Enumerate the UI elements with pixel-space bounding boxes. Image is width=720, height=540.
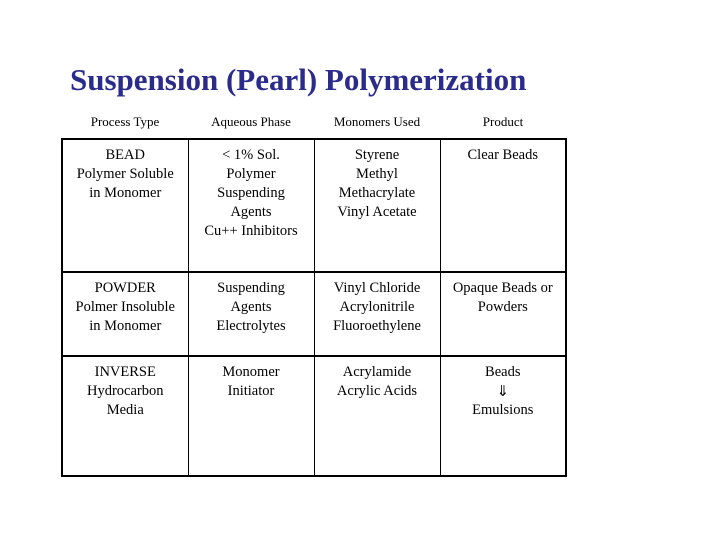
cell-line: INVERSE — [94, 364, 156, 380]
cell-product — [440, 272, 566, 356]
cell-monomers-used — [314, 356, 440, 476]
cell-line: Suspending — [217, 280, 285, 296]
cell-line: in Monomer — [89, 318, 162, 334]
cell-product — [440, 356, 566, 476]
cell-line: Monomer — [222, 364, 280, 380]
cell-line: Vinyl Chloride — [333, 280, 421, 296]
cell-line: Beads — [485, 364, 521, 380]
header-product: Product — [440, 106, 566, 139]
cell-line: Hydrocarbon — [86, 383, 164, 399]
slide-title: Suspension (Pearl) Polymerization — [70, 62, 527, 97]
cell-line: POWDER — [94, 280, 156, 296]
cell-product — [440, 139, 566, 272]
cell-process-type — [62, 356, 188, 476]
cell-line: Agents — [230, 204, 272, 220]
cell-line: Powders — [477, 299, 528, 315]
cell-line: Polymer Soluble — [76, 166, 174, 182]
table-row-inverse — [62, 356, 566, 476]
cell-line: Acrylonitrile — [339, 299, 415, 315]
cell-line: Polymer — [226, 166, 276, 182]
cell-process-type — [62, 272, 188, 356]
cell-line: Agents — [230, 299, 272, 315]
cell-line: Media — [106, 402, 144, 418]
header-process-type: Process Type — [62, 106, 188, 139]
polymerization-table — [61, 106, 567, 477]
cell-aqueous-phase — [188, 272, 314, 356]
header-aqueous-phase: Aqueous Phase — [188, 106, 314, 139]
cell-line: Electrolytes — [216, 318, 286, 334]
table-row-powder — [62, 272, 566, 356]
cell-line: Clear Beads — [467, 147, 538, 163]
cell-line: Styrene — [354, 147, 400, 163]
cell-line: Polmer Insoluble — [75, 299, 175, 315]
cell-line: in Monomer — [89, 185, 162, 201]
cell-line: Acrylic Acids — [336, 383, 418, 399]
cell-aqueous-phase — [188, 356, 314, 476]
cell-line: Emulsions — [472, 402, 534, 418]
table-header-row — [62, 106, 566, 139]
cell-line: Acrylamide — [342, 364, 412, 380]
cell-line: Vinyl Acetate — [337, 204, 417, 220]
cell-line: Initiator — [227, 383, 275, 399]
table-row-bead — [62, 139, 566, 272]
cell-line: Suspending — [217, 185, 285, 201]
cell-monomers-used — [314, 139, 440, 272]
cell-line: Opaque Beads or — [452, 280, 553, 296]
header-monomers-used: Monomers Used — [314, 106, 440, 139]
cell-line: BEAD — [105, 147, 145, 163]
cell-process-type — [62, 139, 188, 272]
cell-line: < 1% Sol. — [222, 147, 280, 163]
cell-line: Methacrylate — [338, 185, 416, 201]
cell-monomers-used — [314, 272, 440, 356]
down-double-arrow-icon: ⇓ — [496, 382, 510, 400]
cell-line: Fluoroethylene — [333, 318, 421, 334]
cell-line: Cu++ Inhibitors — [204, 223, 298, 239]
cell-aqueous-phase — [188, 139, 314, 272]
cell-line: Methyl — [356, 166, 398, 182]
